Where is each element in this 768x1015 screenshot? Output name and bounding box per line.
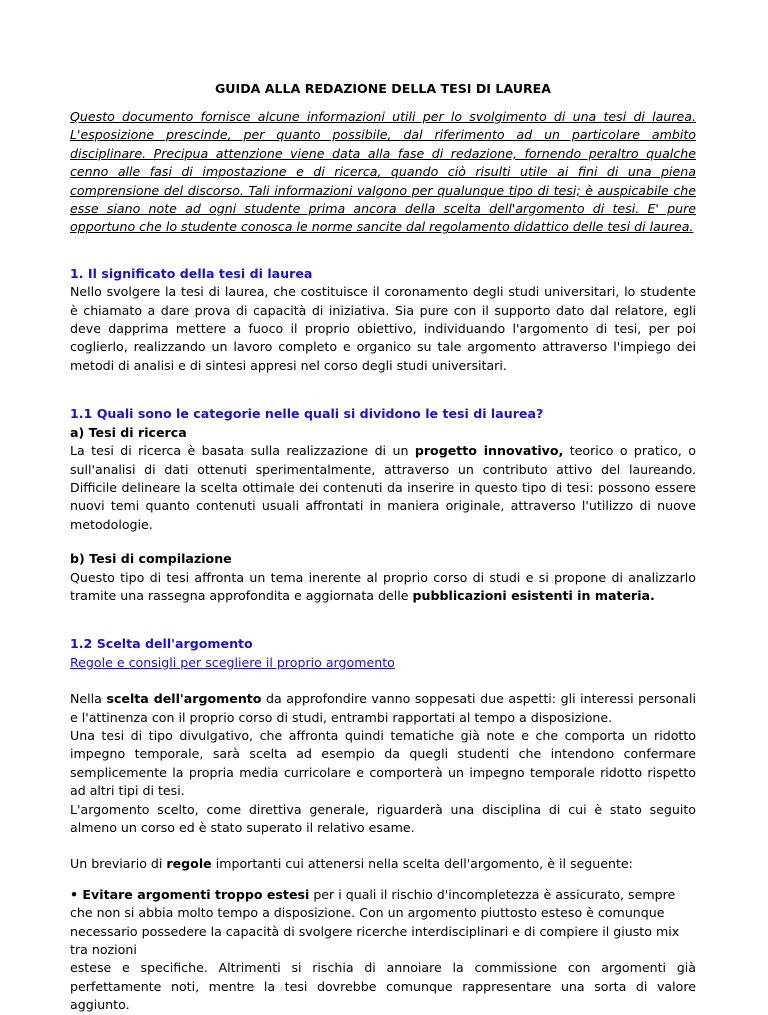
tesi-ricerca-title: a) Tesi di ricerca (70, 424, 187, 440)
pubblicazioni-bold: pubblicazioni esistenti in materia. (412, 587, 655, 603)
section-1-heading: 1. Il significato della tesi di laurea (70, 265, 313, 281)
tesi-compilazione-title: b) Tesi di compilazione (70, 551, 232, 567)
bullet-argomenti-estesi: • Evitare argomenti troppo estesi per i quali il rischio d'incompletezza è assicurato, sempre che non si abbia molto tempo a disposizione. Con un argomento piuttosto esteso è comunque necessario possedere la capacità di svolgere ricerche interdisciplinari e di compiere il giusto mix tra nozioni (70, 886, 680, 958)
document-title: GUIDA ALLA REDAZIONE DELLA TESI DI LAUREA (214, 81, 552, 96)
section-1-body: Nello svolgere la tesi di laurea, che costituisce il coronamento degli studi universitari, lo studente è chiamato a dare prova di capacità di iniziativa. Sia pure con il supporto dato dal relatore, egli deve dapprima mettere a fuoco il proprio obiettivo, individuando l'argomento di tesi, per poi coglierlo, realizzando un lavoro completo e organico su tale argomento attraverso l'impiego dei metodi di analisi e di sintesi appresi nel corso degli studi universitari. (70, 284, 696, 373)
scelta-argomento-paragraph: Nella scelta dell'argomento da approfondire vanno soppesati due aspetti: gli interessi personali e l'attinenza con il proprio corso di studi, entrambi rapportati al tempo a disposizione. (70, 691, 697, 725)
argomento-scelto-paragraph: L'argomento scelto, come direttiva generale, riguarderà una disciplina di cui è stato seguito almeno un corso ed è stato superato il relativo esame. (70, 801, 696, 835)
breviario-regole-paragraph: Un breviario di regole importanti cui attenersi nella scelta dell'argomento, è il seguente: (70, 856, 633, 872)
section-1-1-heading: 1.1 Quali sono le categorie nelle quali si dividono le tesi di laurea? (70, 406, 544, 422)
tesi-compilazione-body: Questo tipo di tesi affronta un tema inerente al proprio corso di studi e si propone di analizzarlo tramite una rassegna approfondita e aggiornata delle pubblicazioni esistenti in materia. (70, 569, 696, 603)
bullet-argomenti-estesi-cont: estese e specifiche. Altrimenti si rischia di annoiare la commissione con argomenti già perfettamente noti, mentre la tesi dovrebbe comunque rappresentare una sorta di valore aggiunto. (70, 960, 696, 1013)
intro-paragraph: Questo documento fornisce alcune informazioni utili per lo svolgimento di una tesi di laurea. L'esposizione prescinde, per quanto possibile, dal riferimento ad un particolare ambito disciplinare. Precipua attenzione viene data alla fase di redazione, fornendo peraltro qualche cenno alle fasi di impostazione e di ricerca, quando ciò risulti utile ai fini di una piena comprensione del discorso. Tali informazioni valgono per qualunque tipo di tesi; è auspicabile che esse siano note ad ogni studente prima ancora della scelta dell'argomento di tesi. E' pure opportuno che lo studente conosca le norme sancite dal regolamento didattico delle tesi di laurea. (70, 109, 696, 235)
regole-bold: regole (166, 856, 212, 872)
section-1-2-heading: 1.2 Scelta dell'argomento (70, 636, 253, 652)
tesi-ricerca-body: La tesi di ricerca è basata sulla realizzazione di un progetto innovativo, teorico o pratico, o sull'analisi di dati ottenuti sperimentalmente, attraverso un contributo attivo del laureando. Difficile delineare la scelta ottimale dei contenuti da inserire in questo tipo di tesi: possono essere nuovi temi quanto contenuti usuali affrontati in maniera originale, attraverso l'utilizzo di nuove metodologie. (70, 443, 696, 532)
evitare-argomenti-bold: • Evitare argomenti troppo estesi (70, 886, 310, 902)
scelta-argomento-bold: scelta dell'argomento (106, 691, 262, 707)
progetto-innovativo-bold: progetto innovativo, (414, 443, 564, 459)
regole-consigli-link[interactable]: Regole e consigli per scegliere il proprio argomento (70, 654, 395, 670)
tesi-divulgativa-paragraph: Una tesi di tipo divulgativo, che affronta quindi tematiche già note e che comporta un ridotto impegno temporale, sarà scelta ad esempio da quegli studenti che intendono confermare semplicemente la propria media curricolare e comporterà un impegno temporale ridotto rispetto ad altri tipi di tesi. (70, 727, 696, 799)
